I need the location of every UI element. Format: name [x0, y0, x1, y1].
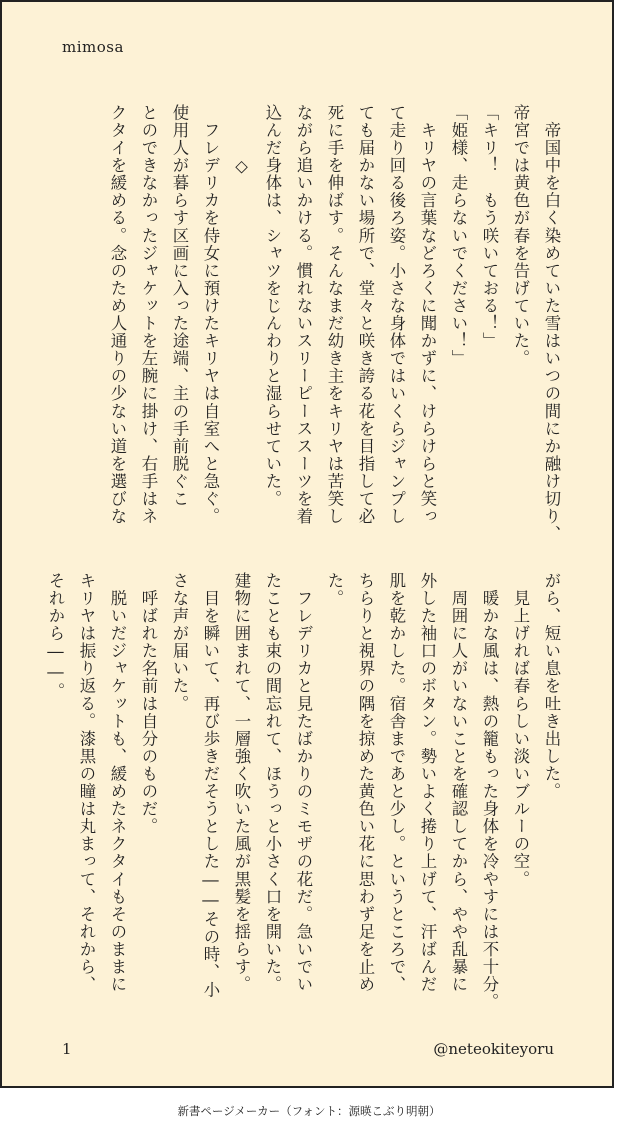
author-handle: @neteokiteyoru [433, 1040, 554, 1058]
text-line: た。 [325, 572, 344, 608]
text-line: 込んだ身体は、シャツをじんわりと湿らせていた。 [263, 104, 282, 508]
text-line: 周囲に人がいないことを確認してから、やや乱暴に [449, 572, 468, 994]
text-line: たことも束の間忘れて、ほうっと小さく口を開いた。 [263, 572, 282, 994]
text-line: 帝宮では黄色が春を告げていた。 [511, 104, 530, 368]
bottom-text-block [40, 572, 567, 1012]
footer-caption: 新書ページメーカー（フォント：源暎こぶり明朝） [177, 1104, 441, 1118]
text-line: フレデリカと見たばかりのミモザの花だ。急いでい [294, 572, 313, 994]
text-line: 呼ばれた名前は自分のものだ。 [139, 572, 158, 836]
text-line: 「キリ！ もう咲いておる！」 [480, 104, 499, 350]
text-line: 帝国中を白く染めていた雪はいつの間にか融け切り、 [542, 104, 561, 543]
text-line: て走り回る後ろ姿。小さな身体ではいくらジャンプし [387, 104, 406, 526]
text-line: 建物に囲まれて、一層強く吹いた風が黒髪を揺らす。 [232, 572, 251, 994]
text-line: ても届かない場所で、堂々と咲き誇る花を目指して必 [356, 104, 375, 526]
text-line: がら、短い息を吐き出した。 [542, 572, 561, 801]
text-line: ちらりと視界の隅を掠めた黄色い花に思わず足を止め [356, 572, 375, 994]
text-line: 目を瞬いて、再び歩きだそうとした――その時、小 [201, 572, 220, 999]
text-line: 脱いだジャケットも、緩めたネクタイもそのままに [108, 572, 127, 994]
text-line: 「姫様、走らないでください！」 [449, 104, 468, 368]
text-line: それから――。 [46, 572, 65, 701]
text-line: ながら追いかける。慣れないスリーピーススーツを着 [294, 104, 313, 526]
text-line: フレデリカを侍女に預けたキリヤは自室へと急ぐ。 [201, 104, 220, 526]
text-line: 死に手を伸ばす。そんなまだ幼き主をキリヤは苦笑し [325, 104, 344, 526]
text-line: さな声が届いた。 [170, 572, 189, 713]
text-line: とのできなかったジャケットを左腕に掛け、右手はネ [139, 104, 158, 526]
top-text-block [102, 104, 567, 544]
text-line: 見上げれば春らしい淡いブルーの空。 [511, 572, 530, 888]
text-line: 肌を乾かした。宿舎まであと少し。というところで、 [387, 572, 406, 994]
text-line: キリヤは振り返る。漆黒の瞳は丸まって、それから、 [77, 572, 96, 994]
text-line: 外した袖口のボタン。勢いよく捲り上げて、汗ばんだ [418, 572, 437, 994]
header-title: mimosa [62, 38, 124, 56]
section-break: ◇ [232, 104, 251, 177]
text-line: キリヤの言葉などろくに聞かずに、けらけらと笑っ [418, 104, 437, 526]
text-line: クタイを緩める。念のため人通りの少ない道を選びな [108, 104, 127, 526]
text-line: 使用人が暮らす区画に入った途端、主の手前脱ぐこ [170, 104, 189, 508]
page-number: 1 [62, 1040, 72, 1058]
text-line: 暖かな風は、熱の籠もった身体を冷やすには不十分。 [480, 572, 499, 1011]
